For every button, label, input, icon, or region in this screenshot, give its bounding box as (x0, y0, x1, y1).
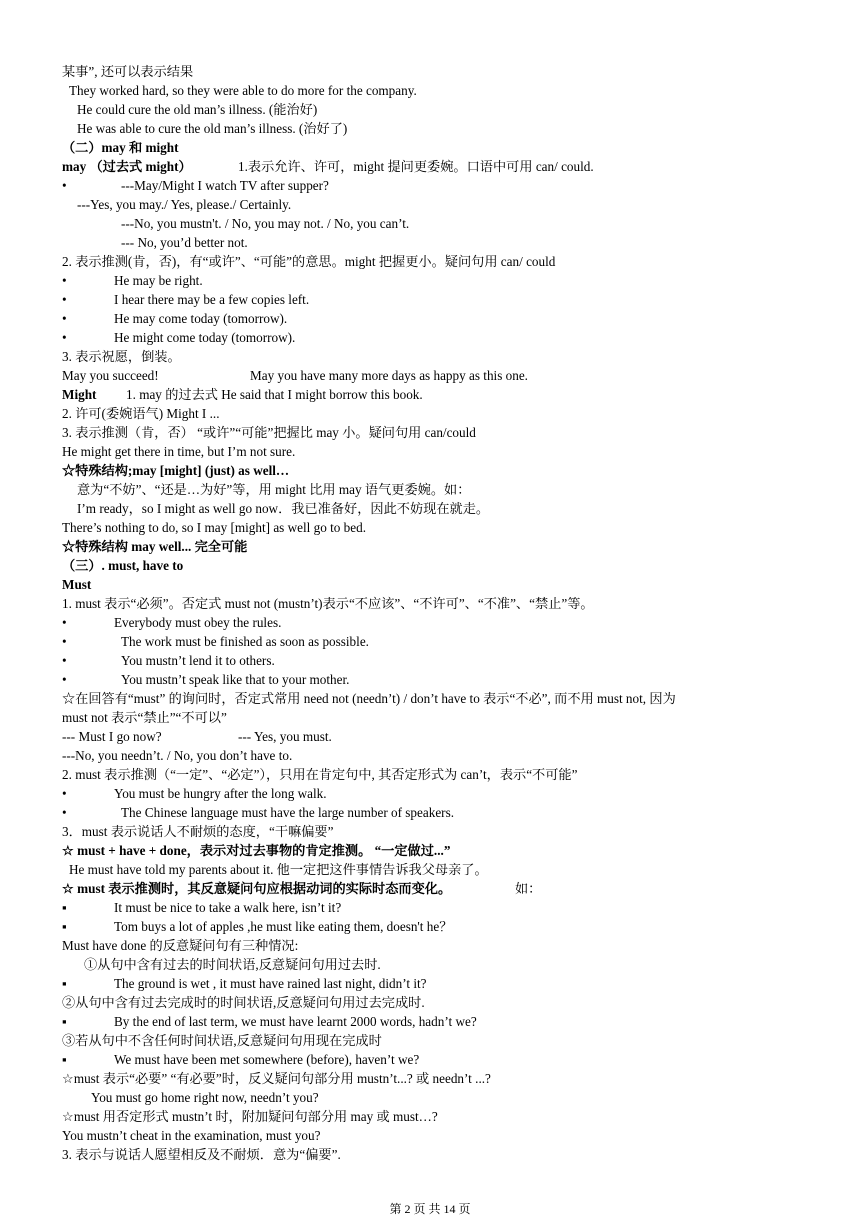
text-line: --- No, you’d better not. (121, 235, 248, 250)
text-line: You mustn’t lend it to others. (121, 653, 275, 668)
text-line: We must have been met somewhere (before), haven’t we? (114, 1052, 420, 1067)
text-line: You mustn’t cheat in the examination, must you? (62, 1128, 321, 1143)
text-line: ☆在回答有“must” 的询问时，否定式常用 need not (needn’t) / don’t have to 表示“不必”, 而不用 must not, 因为 (62, 691, 676, 706)
text-line: 如： (515, 881, 542, 896)
subheading: ☆特殊结构 may well... 完全可能 (62, 539, 248, 554)
text-line: 2. 表示推测(肯，否)，有“或许”、“可能”的意思。might 把握更小。疑问句用 can/ could (62, 254, 556, 269)
text-line: Must have done 的反意疑问句有三种情况: (62, 938, 299, 953)
text-line: ☆must 表示“必要” “有必要”时，反义疑问句部分用 mustn’t...? 或 needn’t ...? (62, 1071, 491, 1086)
text-line: I’m ready，so I might as well go now．我已准备好，因此不妨现在就走。 (77, 501, 490, 516)
subheading: ☆ must 表示推测时，其反意疑问句应根据动词的实际时态而变化。 (62, 881, 452, 896)
text-line: must not 表示“禁止”“不可以” (62, 710, 227, 725)
text-line: 2. 许可(委婉语气) Might I ... (62, 406, 220, 421)
text-line: ---No, you mustn't. / No, you may not. / No, you can’t. (121, 216, 410, 231)
bullet: • (62, 615, 67, 630)
page-footer: 第 2 页 共 14 页 (389, 1202, 471, 1216)
text-line: 3. 表示与说话人愿望相反及不耐烦．意为“偏要”. (62, 1147, 341, 1162)
bullet: • (62, 311, 67, 326)
bullet: • (62, 273, 67, 288)
text-line: He might get there in time, but I’m not sure. (62, 444, 296, 459)
subheading: may （过去式 might） (62, 159, 192, 174)
subheading: Must (62, 577, 92, 592)
text-line: ☆must 用否定形式 mustn’t 时，附加疑问句部分用 may 或 must…? (62, 1109, 438, 1124)
text-line: He could cure the old man’s illness. (能治好) (77, 102, 318, 117)
text-line: They worked hard, so they were able to do more for the company. (69, 83, 417, 98)
text-line: ---Yes, you may./ Yes, please./ Certainly. (77, 197, 292, 212)
text-line: 3．must 表示说话人不耐烦的态度，“干嘛偏要” (62, 824, 334, 839)
text-line: Tom buys a lot of apples ,he must like eating them, doesn't he？ (114, 919, 453, 934)
text-line: You mustn’t speak like that to your mother. (121, 672, 350, 687)
text-line: You must go home right now, needn’t you? (91, 1090, 319, 1105)
text-line: He might come today (tomorrow). (114, 330, 296, 345)
section-heading: （二）may 和 might (62, 140, 179, 155)
text-line: May you succeed! (62, 368, 159, 383)
text-line: He must have told my parents about it. 他一定把这件事情告诉我父母亲了。 (69, 862, 488, 877)
text-line: May you have many more days as happy as this one. (250, 368, 528, 383)
bullet: ▪ (62, 900, 67, 915)
text-line: By the end of last term, we must have learnt 2000 words, hadn’t we? (114, 1014, 477, 1029)
bullet: • (62, 178, 67, 193)
bullet: • (62, 805, 67, 820)
text-line: He may be right. (114, 273, 203, 288)
subheading: Might (62, 387, 97, 402)
text-line: 1. may 的过去式 He said that I might borrow this book. (126, 387, 423, 402)
text-line: Everybody must obey the rules. (114, 615, 282, 630)
section-heading: （三）. must, have to (62, 558, 184, 573)
text-line: ②从句中含有过去完成时的时间状语,反意疑问句用过去完成时. (62, 995, 425, 1010)
bullet: ▪ (62, 1052, 67, 1067)
bullet: • (62, 653, 67, 668)
text-line: ---May/Might I watch TV after supper? (121, 178, 329, 193)
bullet: ▪ (62, 976, 67, 991)
text-line: I hear there may be a few copies left. (114, 292, 310, 307)
text-line: ①从句中含有过去的时间状语,反意疑问句用过去时. (84, 957, 381, 972)
text-line: He was able to cure the old man’s illness. (治好了) (77, 121, 348, 136)
text-line: You must be hungry after the long walk. (114, 786, 327, 801)
text-line: 3. 表示祝愿，倒装。 (62, 349, 181, 364)
text-line: It must be nice to take a walk here, isn’t it? (114, 900, 342, 915)
text-line: The work must be finished as soon as possible. (121, 634, 369, 649)
bullet: • (62, 330, 67, 345)
bullet: • (62, 786, 67, 801)
bullet: ▪ (62, 919, 67, 934)
text-line: 1.表示允许、许可，might 提问更委婉。口语中可用 can/ could. (238, 159, 594, 174)
bullet: • (62, 672, 67, 687)
bullet: ▪ (62, 1014, 67, 1029)
text-line: He may come today (tomorrow). (114, 311, 288, 326)
text-line: 1. must 表示“必须”。否定式 must not (mustn’t)表示“不应该”、“不许可”、“不准”、“禁止”等。 (62, 596, 594, 611)
text-line: The Chinese language must have the large number of speakers. (121, 805, 454, 820)
bullet: • (62, 292, 67, 307)
text-line: --- Yes, you must. (238, 729, 332, 744)
subheading: ☆ must + have + done，表示对过去事物的肯定推测。 “一定做过...” (62, 843, 451, 858)
text-line: 某事”, 还可以表示结果 (62, 64, 194, 79)
text-line: 2. must 表示推测（“一定”、“必定”），只用在肯定句中, 其否定形式为 can’t，表示“不可能” (62, 767, 578, 782)
bullet: • (62, 634, 67, 649)
text-line: --- Must I go now? (62, 729, 162, 744)
text-line: ③若从句中不含任何时间状语,反意疑问句用现在完成时 (62, 1033, 382, 1048)
text-line: 3. 表示推测（肯，否） “或许”“可能”把握比 may 小。疑问句用 can/could (62, 425, 476, 440)
text-line: The ground is wet , it must have rained last night, didn’t it? (114, 976, 427, 991)
text-line: ---No, you needn’t. / No, you don’t have to. (62, 748, 293, 763)
text-line: 意为“不妨”、“还是…为好”等，用 might 比用 may 语气更委婉。如： (77, 482, 471, 497)
text-line: There’s nothing to do, so I may [might] as well go to bed. (62, 520, 366, 535)
subheading: ☆特殊结构;may [might] (just) as well… (62, 463, 290, 478)
